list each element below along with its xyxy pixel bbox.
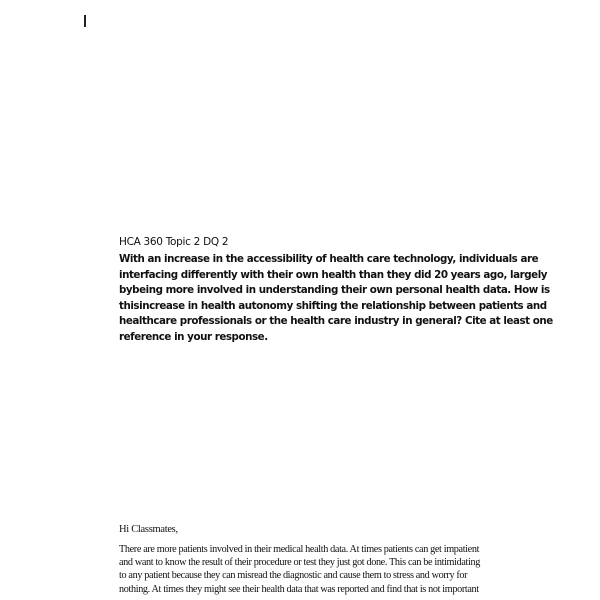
question-line: bybeing more involved in understanding their own personal health data. How is: [119, 284, 550, 297]
question-line: With an increase in the accessibility of health care technology, individuals are: [119, 253, 539, 265]
response-line: There are more patients involved in their medical health data. At times patients can get impatient: [119, 544, 480, 555]
response-body: [119, 543, 549, 596]
question-line: interfacing differently with their own health than they did 20 years ago, largely: [119, 268, 548, 281]
question-line: thisincrease in health autonomy shifting the relationship between patients and: [119, 299, 547, 312]
response-greeting: Hi Classmates,: [119, 524, 178, 535]
discussion-question: [119, 252, 553, 346]
question-line: healthcare professionals or the health care industry in general? Cite at least one: [119, 315, 553, 328]
response-line: to any patient because they can misread the diagnostic and cause them to stress and worry for: [119, 570, 468, 582]
document-title: HCA 360 Topic 2 DQ 2: [119, 236, 229, 248]
response-line: and want to know the result of their procedure or test they just got done. This can be intimidating: [119, 557, 480, 569]
question-line: reference in your response.: [119, 330, 268, 343]
response-line: nothing. At times they might see their health data that was reported and find that is not important: [119, 583, 479, 595]
text-cursor-mark: [84, 15, 86, 27]
